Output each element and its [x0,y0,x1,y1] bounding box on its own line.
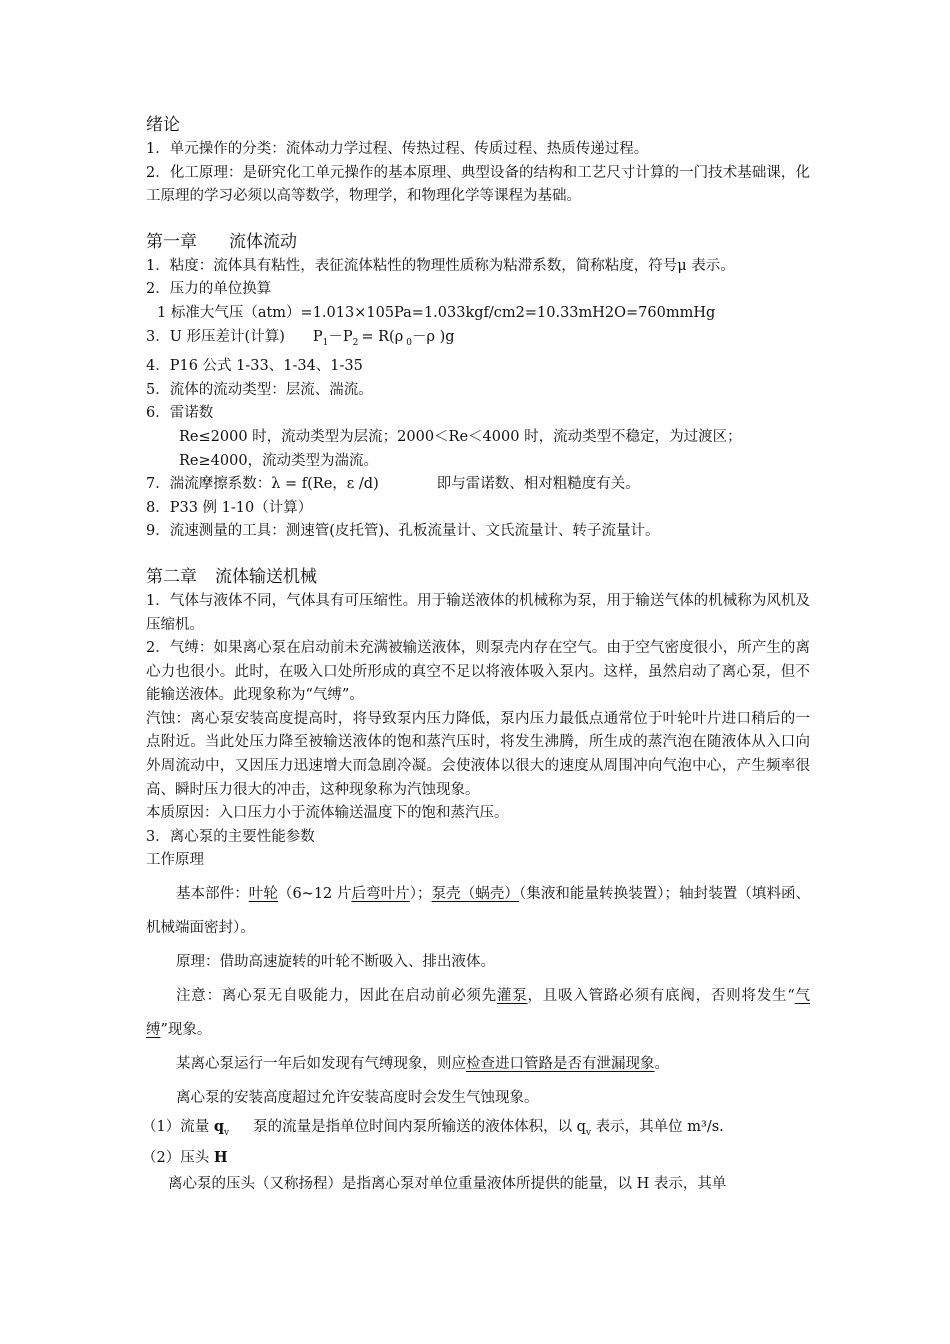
casing-term: 泵壳（蜗壳） [431,886,519,903]
ch1-item-7-note: 即与雷诺数、相对粗糙度有关。 [436,476,640,493]
chapter-2-heading [146,564,810,590]
ch1-item-2: 2．压力的单位换算 [146,281,272,298]
ch1-item-7 [146,473,810,497]
formula-eq: = R(ρ [361,328,404,345]
priming-term: 灌泵 [496,988,528,1005]
head-label: （2）压头 [142,1149,214,1166]
ch2-item-1: 1．气体与液体不同，气体具有可压缩性。用于输送液体的机械称为泵，用于输送气体的机械称为风机及压缩机。 [146,592,810,633]
ch2-cause: 本质原因：入口压力小于流体输送温度下的饱和蒸汽压。 [146,805,509,822]
flow-rate-label: （1）流量 [142,1119,214,1136]
head-line [142,1146,810,1171]
head-symbol: H [213,1148,228,1166]
chapter-2-number: 第二章 [146,566,197,587]
chapter-1-number: 第一章 [146,231,197,252]
ch1-item-2-formula: 1 标准大气压（atm）=1.013×105Pa=1.033kgf/cm2=10.33mH2O=760mmHg [157,304,716,321]
ch1-item-1: 1．粘度：流体具有粘性，表征流体粘性的物理性质称为粘滞系数，简称粘度，符号μ 表示。 [146,257,735,274]
intro-item-1: 1．单元操作的分类：流体动力学过程、传热过程、传质过程、热质传递过程。 [146,141,649,157]
ch1-item-6b: Re≥4000，流动类型为湍流。 [179,452,379,469]
ch2-cavitation: 汽蚀：离心泵安装高度提高时，将导致泵内压力降低，泵内压力最低点通常位于叶轮叶片进口稍后的一点附近。当此处压力降至被输送液体的饱和蒸汽压时，将发生沸腾，所生成的蒸汽泡在随液体从入口向外周流动中，又因压力迅速增大而急剧冷凝。会使液体以很大的速度从周围冲向气泡中心，产生频率很高、瞬时压力很大的冲击，这种现象称为汽蚀现象。 [146,710,810,798]
document-page [142,112,811,1198]
air-binding-term: 气缚 [146,988,811,1039]
ch2-check-paragraph [146,1047,810,1081]
ch2-principle-paragraph: 原理：借助高速旋转的叶轮不断吸入、排出液体。 [176,954,495,971]
ch2-item-3: 3．离心泵的主要性能参数 [146,828,315,845]
intro-heading: 绪论 [146,115,180,135]
formula-minus-p: －P [328,328,353,345]
flow-rate-line [142,1115,810,1146]
formula-sub-1: 1 [322,337,329,348]
ch1-item-9: 9．流速测量的工具：测速管(皮托管)、孔板流量计、文氏流量计、转子流量计。 [146,523,660,540]
note-text-3: ”现象。 [160,1022,212,1039]
ch1-item-6a: Re≤2000 时，流动类型为层流；2000＜Re＜4000 时，流动类型不稳定，为过渡区； [179,428,742,445]
note-text-2: ，且吸入管路必须有底阀，否则将发生“ [527,988,795,1005]
formula-end: －ρ )g [411,328,455,345]
formula-sub-0: 0 [406,337,412,348]
ch2-note-paragraph [146,979,810,1047]
ch1-item-7-formula: 7．湍流摩擦系数：λ = f(Re，ε /d) [146,476,379,493]
check-inlet-term: 检查进口管路是否有泄漏现象 [466,1056,655,1073]
ch2-working-principle: 工作原理 [146,852,204,869]
flow-rate-subscript: v [223,1128,230,1139]
check-text-2: 。 [654,1056,669,1073]
backward-blade-term: 后弯叶片 [351,886,410,903]
parts-text-1: （6~12 片 [277,886,352,903]
ch2-parts-paragraph [146,877,810,945]
head-definition: 离心泵的压头（又称扬程）是指离心泵对单位重量液体所提供的能量，以 H 表示，其单 [168,1176,727,1193]
parts-text-3: （集液和能量转换装置）；轴封装置（填料函、机械端面密封）。 [146,886,811,937]
ch1-item-3 [146,326,810,356]
formula-p: P [312,328,323,345]
note-text-1: 注意：离心泵无自吸能力，因此在启动前必须先 [176,988,497,1005]
ch1-item-3-label: 3．U 形压差计(计算) [146,328,285,345]
chapter-1-title: 流体流动 [229,231,297,252]
ch2-item-2: 2．气缚：如果离心泵在启动前未充满被输送液体，则泵壳内存在空气。由于空气密度很小，所产生的离心力也很小。此时，在吸入口处所形成的真空不足以将液体吸入泵内。这样，虽然启动了离心泵，但不能输送液体。此现象称为“气缚”。 [146,640,810,704]
formula-sub-2: 2 [352,337,359,348]
impeller-term: 叶轮 [248,886,278,903]
parts-label: 基本部件： [176,886,249,903]
ch1-item-6: 6．雷诺数 [146,405,214,422]
flow-rate-text-subscript: v [585,1128,592,1139]
flow-rate-unit: 表示，其单位 m³/s. [591,1119,724,1136]
intro-item-2: 2．化工原理：是研究化工单元操作的基本原理、典型设备的结构和工艺尺寸计算的一门技术基础课，化工原理的学习必须以高等数学，物理学，和物理化学等课程为基础。 [146,164,810,205]
check-text-1: 某离心泵运行一年后如发现有气缚现象，则应 [176,1056,466,1073]
ch2-install-paragraph: 离心泵的安装高度超过允许安装高度时会发生气蚀现象。 [176,1090,539,1107]
parts-text-2: ）； [409,886,432,903]
flow-rate-text: 泵的流量是指单位时间内泵所输送的液体体积，以 q [253,1119,586,1136]
ch1-item-4: 4．P16 公式 1-33、1-34、1-35 [146,358,363,375]
chapter-1-heading [146,229,810,255]
flow-rate-symbol: q [213,1118,224,1136]
chapter-2-title: 流体输送机械 [215,566,317,587]
ch1-item-5: 5．流体的流动类型：层流、湍流。 [146,381,373,398]
ch1-item-8: 8．P33 例 1-10（计算） [146,499,313,516]
